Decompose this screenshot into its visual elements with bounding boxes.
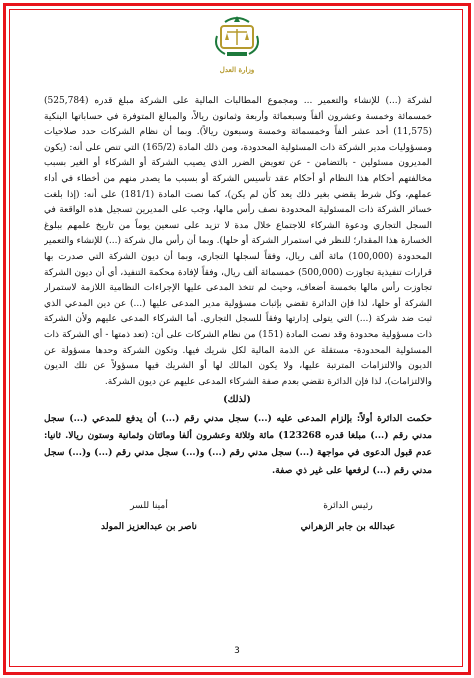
secretary-name: ناصر بن عبدالعزيز المولد xyxy=(101,521,197,532)
judgment-reasoning-paragraph: لشركة (...) للإنشاء والتعمير ... ومجموع المطالبات المالية على الشركة مبلغ قدره (525,784) خمسمائة وخمسة وعشرون ألفاً وسبعمائة وأربعة وثمانون ريالاً، والمبالغ المتوفرة في حساباتها البنكية (11,575) أحد عشر ألفاً وخمسمائة وخمسة وسبعون ريالاً). وبما أن نظام الشركات حدد صلاحيات ومسؤوليات مدير الشركة ذات المسئولية المحدودة، ومن ذلك المادة (165/2) التي تنص على أنه: (يكون المديرون مسئولين - بالتضامن - عن تعويض الضرر الذي يصيب الشركة أو الشركاء أو الغير بسبب مخالفتهم أحكام هذا النظام أو أحكام عقد تأسيس الشركة أو بسبب ما يصدر منهم من أخطاء في أداء عملهم، وكل شرط يقضي بغير ذلك يعد كأن لم يكن)، كما نصت المادة (181/1) على أنه: (إذا بلغت خسائر الشركة ذات المسئولية المحدودة نصف رأس مالها، وجب على المديرين تسجيل هذه الواقعة في السجل التجاري ودعوة الشركاء للاجتماع خلال مدة لا تزيد على تسعين يوماً من تاريخ علمهم ببلوغ الخسارة هذا المقدار؛ للنظر في استمرار الشركة أو حلها). وبما أن رأس مال شركة (...) للإنشاء والتعمير المحدودة (100,000) مائة ألف ريال، وفقاً لسجلها التجاري، وبما أن ديون الشركة التي صدرت بها قرارات تنفيذية تجاوزت (500,000) خمسمائة ألف ريال، وفقاً لإفادة محكمة التنفيذ، أي أن ديون الشركة تجاوزت رأس مالها بخمسة أضعاف، وحيث لم تتخذ المدعى عليها الإجراءات النظامية اللازمة لاستمرار الشركة أو حلها، لذا فإن الدائرة تقضي بإثبات مسؤولية مدير المدعى عليها (...) عن دين المدعي الذي ثبت ضد شركة (...) التي يتولى إدارتها وفقاً للسجل التجاري. أما الشركاء المدعى عليهم ولأن الشركة ذات مسؤولية محدودة وقد نصت المادة (151) من نظام الشركات على أن: (تعد ذمتها - أي الشركة ذات المسئولية المحدودة- مستقلة عن الذمة المالية لكل شريك فيها. وتكون الشركة وحدها مسؤولة عن الديون والالتزامات المترتبة عليها، ولا يكون المالك لها أو الشريك فيها مسؤولاً عن تلك الديون والالتزامات)، لذا فإن الدائرة تقضي بعدم صفة الشركاء المدعى عليهم عن ديون الشركة. xyxy=(44,96,432,387)
chief-signature-block xyxy=(273,500,423,532)
chief-name: عبدالله بن جابر الزهراني xyxy=(300,521,396,532)
page-number: 3 xyxy=(234,646,240,656)
section-heading: (لذلك) xyxy=(223,394,251,405)
ministry-of-justice-logo xyxy=(205,12,269,74)
chief-title: رئيس الدائرة xyxy=(323,500,373,511)
verdict-paragraph: حكمت الدائرة أولاً: بإلزام المدعى عليه (...) سجل مدني رقم (...) أن يدفع للمدعي (...) سجل مدني رقم (...) مبلغا قدره 123268) مائة وثلاثة وعشرون ألفا ومائتان وثمانية وستون ريالا. ثانيا: عدم قبول الدعوى في مواجهة (...) سجل مدني رقم (...) و(...) سجل مدني رقم (...) و(...) سجل مدني رقم (...) لرفعها على غير ذي صفة. xyxy=(44,413,432,476)
scales-emblem-icon xyxy=(205,12,269,64)
secretary-signature-block xyxy=(74,500,224,532)
secretary-title: أمينا للسر xyxy=(130,500,168,511)
logo-caption: وزارة العدل xyxy=(219,65,255,74)
